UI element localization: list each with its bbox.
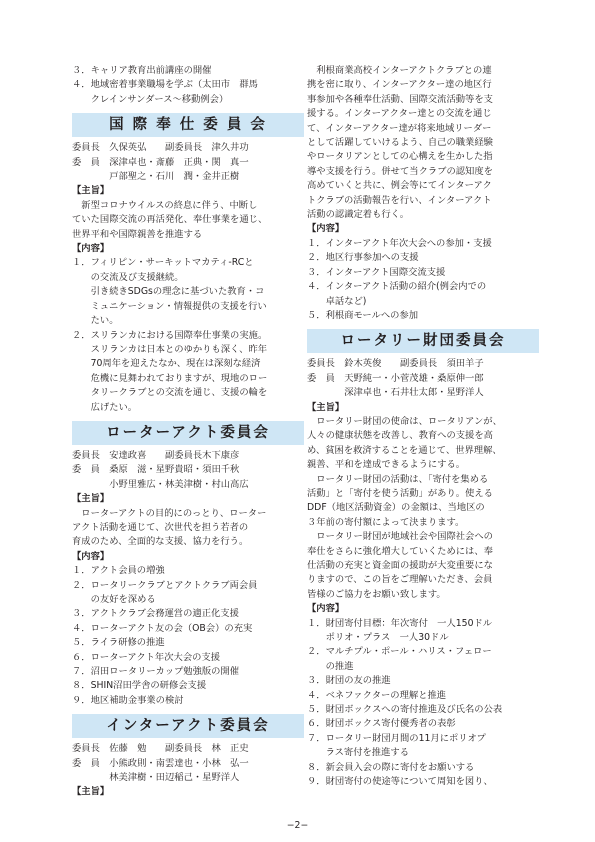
- content-line: ２．ロータリークラブとアクトクラブ両会員: [72, 579, 258, 591]
- content-line: の交流及び支援継続。: [72, 271, 184, 283]
- content-line: ５．財団ボックスへの寄付推進及び氏名の公表: [307, 704, 503, 716]
- purpose-line: 活動」と「寄付を使う活動」があり。使える: [307, 487, 493, 499]
- content-line: ２．スリランカにおける国際奉仕事業の実施。: [72, 329, 268, 341]
- left-column: [72, 64, 304, 800]
- content-line: ４．ローターアクト友の会（OB会）の充実: [72, 622, 253, 634]
- content-line: 70周年を迎えたなか、現在は深刻な経済: [72, 358, 261, 370]
- purpose-line: 皆様のご協力をお願い致します。: [307, 588, 446, 600]
- purpose-line: 事参加や各種奉仕活動、国際交流活動等を支: [307, 93, 493, 105]
- purpose-line: ロータリー財団の活動は、「寄付を集める: [307, 473, 489, 485]
- content-label: 【内容】: [307, 223, 345, 235]
- content-line: ２．地区行事参加への支援: [307, 252, 419, 264]
- top-item: クレインサンダース～移動例会）: [72, 93, 229, 105]
- purpose-label: 【主旨】: [307, 401, 345, 413]
- content-label: 【内容】: [72, 243, 110, 255]
- purpose-line: 親善、平和を達成できるようにする。: [307, 459, 466, 471]
- content-line: ９．地区補助金事業の検討: [72, 694, 184, 706]
- member-line: 委員長 安達政喜 副委員長木下康彦: [72, 449, 240, 461]
- member-line: 委 員 天野純一・小菅茂雄・桑原伸一郎: [307, 372, 484, 384]
- purpose-label: 【主旨】: [72, 493, 110, 505]
- member-line: 委 員 桑原 滋・星野貴昭・須田千秋: [72, 464, 240, 476]
- page-number: −2−: [286, 820, 309, 831]
- purpose-line: め、貧困を救済することを通じて、世界理解、: [307, 444, 502, 456]
- purpose-line: 奉仕をさらに強化増大していくためには、奉: [307, 545, 493, 557]
- purpose-line: 導や支援を行う。併せて当クラブの認知度を: [307, 165, 493, 177]
- content-line: の友好を深める: [72, 594, 156, 605]
- content-line: ４．インターアクト活動の紹介(例会内での: [307, 281, 487, 293]
- content-line: ３．アクトクラブ会務運営の適正化支援: [72, 608, 239, 620]
- interact-committee-heading: インターアクト委員会: [72, 714, 304, 738]
- top-item: ３．キャリア教育出前講座の開催: [72, 65, 212, 76]
- content-line: １．フィリピン・サーキットマカティ-RCと: [72, 257, 254, 269]
- content-line: 引き続きSDGsの理念に基づいた教育・コ: [72, 286, 265, 298]
- purpose-line: 育成のため、全面的な支援、協力を行う。: [72, 536, 249, 548]
- member-line: 委 員 小熊政則・南雲達也・小林 弘一: [72, 757, 249, 769]
- member-line: 深津卓也・石井壮太郎・星野洋人: [307, 387, 484, 399]
- purpose-line: 利根商業高校インターアクトクラブとの連: [307, 65, 492, 76]
- content-label: 【内容】: [307, 603, 345, 615]
- member-line: 林美津樹・田辺稲己・星野洋人: [72, 772, 240, 784]
- content-line: たい。: [72, 315, 119, 327]
- top-item: ４．地域密着事業職場を学ぶ（太田市 群馬: [72, 79, 258, 91]
- purpose-line: 人々の健康状態を改善し、教育への支援を高: [307, 430, 493, 442]
- purpose-line: 高めていくと共に、例会等にてインターアク: [307, 180, 492, 192]
- content-line: １．財団寄付目標：年次寄付 一人150ドル: [307, 617, 493, 629]
- purpose-line: りますので、この旨をご理解いただき、会員: [307, 574, 493, 586]
- purpose-label: 【主旨】: [72, 786, 110, 798]
- purpose-line: ていた国際交流の再活発化、奉仕事業を通じ、: [72, 214, 268, 226]
- intl-committee-heading: 国 際 奉 仕 委 員 会: [72, 113, 304, 137]
- purpose-line: 世界平和や国際親善を推進する: [72, 228, 203, 240]
- purpose-line: て、インターアクター達が将来地域リーダー: [307, 122, 492, 134]
- content-line: 危機に見舞われておりますが、現地のロー: [72, 372, 268, 384]
- member-line: 委員長 久保英弘 副委員長 津久井功: [72, 142, 249, 154]
- content-line: ８．SHIN沼田学舎の研修会支援: [72, 680, 207, 692]
- content-line: ５．利根商モールへの参加: [307, 309, 419, 321]
- content-line: １．インターアクト年次大会への参加・支援: [307, 237, 492, 249]
- purpose-line: として活躍していけるよう、自己の職業経験: [307, 137, 493, 149]
- content-line: ４．ベネファクターの理解と推進: [307, 689, 447, 701]
- content-line: ９．財団寄付の使途等について周知を図り、: [307, 776, 493, 788]
- right-column: [307, 64, 539, 790]
- content-line: ６．財団ボックス寄付優秀者の表彰: [307, 718, 456, 730]
- purpose-line: 携を密に取り、インターアクター達の地区行: [307, 79, 492, 91]
- content-line: ７．ロータリー財団月間の11月にポリオプ: [307, 732, 486, 744]
- content-line: の推進: [307, 660, 354, 672]
- content-line: ７．沼田ロータリーカップ勉強版の開催: [72, 666, 240, 678]
- purpose-label: 【主旨】: [72, 185, 110, 197]
- member-line: 委員長 鈴木英俊 副委員長 須田羊子: [307, 358, 484, 370]
- content-line: ３．財団の友の推進: [307, 675, 391, 687]
- purpose-line: 仕活動の充実と資金面の援助が大変重要にな: [307, 560, 493, 571]
- purpose-line: 新型コロナウイルスの終息に伴う、中断し: [72, 199, 258, 211]
- content-line: ミュニケーション・情報提供の支援を行い: [72, 300, 267, 312]
- content-line: ２．マルチプル・ポール・ハリス・フェロー: [307, 646, 492, 658]
- purpose-line: やロータリアンとしての心構えを生かした指: [307, 151, 493, 163]
- content-line: 卓話など): [307, 295, 367, 307]
- purpose-line: 援する。インターアクター達との交流を通じ: [307, 108, 492, 120]
- content-line: ５．ライラ研修の推進: [72, 637, 165, 649]
- purpose-line: ３年前の寄付額によって決まります。: [307, 516, 465, 528]
- purpose-line: トクラブの活動報告を行い、インターアクト: [307, 194, 492, 206]
- purpose-line: DDF（地区活動資金）の金額は、当地区の: [307, 502, 485, 514]
- content-line: スリランカは日本とのゆかりも深く、昨年: [72, 343, 268, 355]
- member-line: 委員長 佐藤 勉 副委員長 林 正史: [72, 743, 249, 755]
- content-line: １．アクト会員の増強: [72, 565, 165, 577]
- purpose-line: ローターアクトの目的にのっとり、ローター: [72, 507, 267, 519]
- content-line: ８．新会員入会の際に寄付をお願いする: [307, 761, 475, 773]
- content-line: ポリオ・プラス 一人30ドル: [307, 632, 449, 644]
- purpose-line: 活動の認識定着も行く。: [307, 209, 410, 221]
- foundation-committee-heading: ロータリー財団委員会: [307, 329, 539, 353]
- content-line: ６．ローターアクト年次大会の支援: [72, 651, 221, 663]
- member-line: 委 員 深津卓也・斎藤 正典・関 真一: [72, 156, 249, 168]
- content-line: ラス寄付を推進する: [307, 747, 409, 759]
- purpose-line: アクト活動を通じて、次世代を担う若者の: [72, 521, 249, 533]
- content-label: 【内容】: [72, 550, 110, 562]
- content-line: タリークラブとの交流を通じ、支援の輪を: [72, 387, 268, 399]
- rotaract-committee-heading: ローターアクト委員会: [72, 421, 304, 445]
- content-line: 広げたい。: [72, 401, 138, 413]
- content-line: ３．インターアクト国際交流支援: [307, 266, 446, 278]
- purpose-line: ロータリー財団の使命は、ロータリアンが、: [307, 415, 502, 427]
- member-line: 小野里雅広・林美津樹・村山高広: [72, 478, 249, 490]
- member-line: 戸部聖之・石川 潤・金井正樹: [72, 171, 240, 183]
- purpose-line: ロータリー財団が地域社会や国際社会への: [307, 531, 493, 543]
